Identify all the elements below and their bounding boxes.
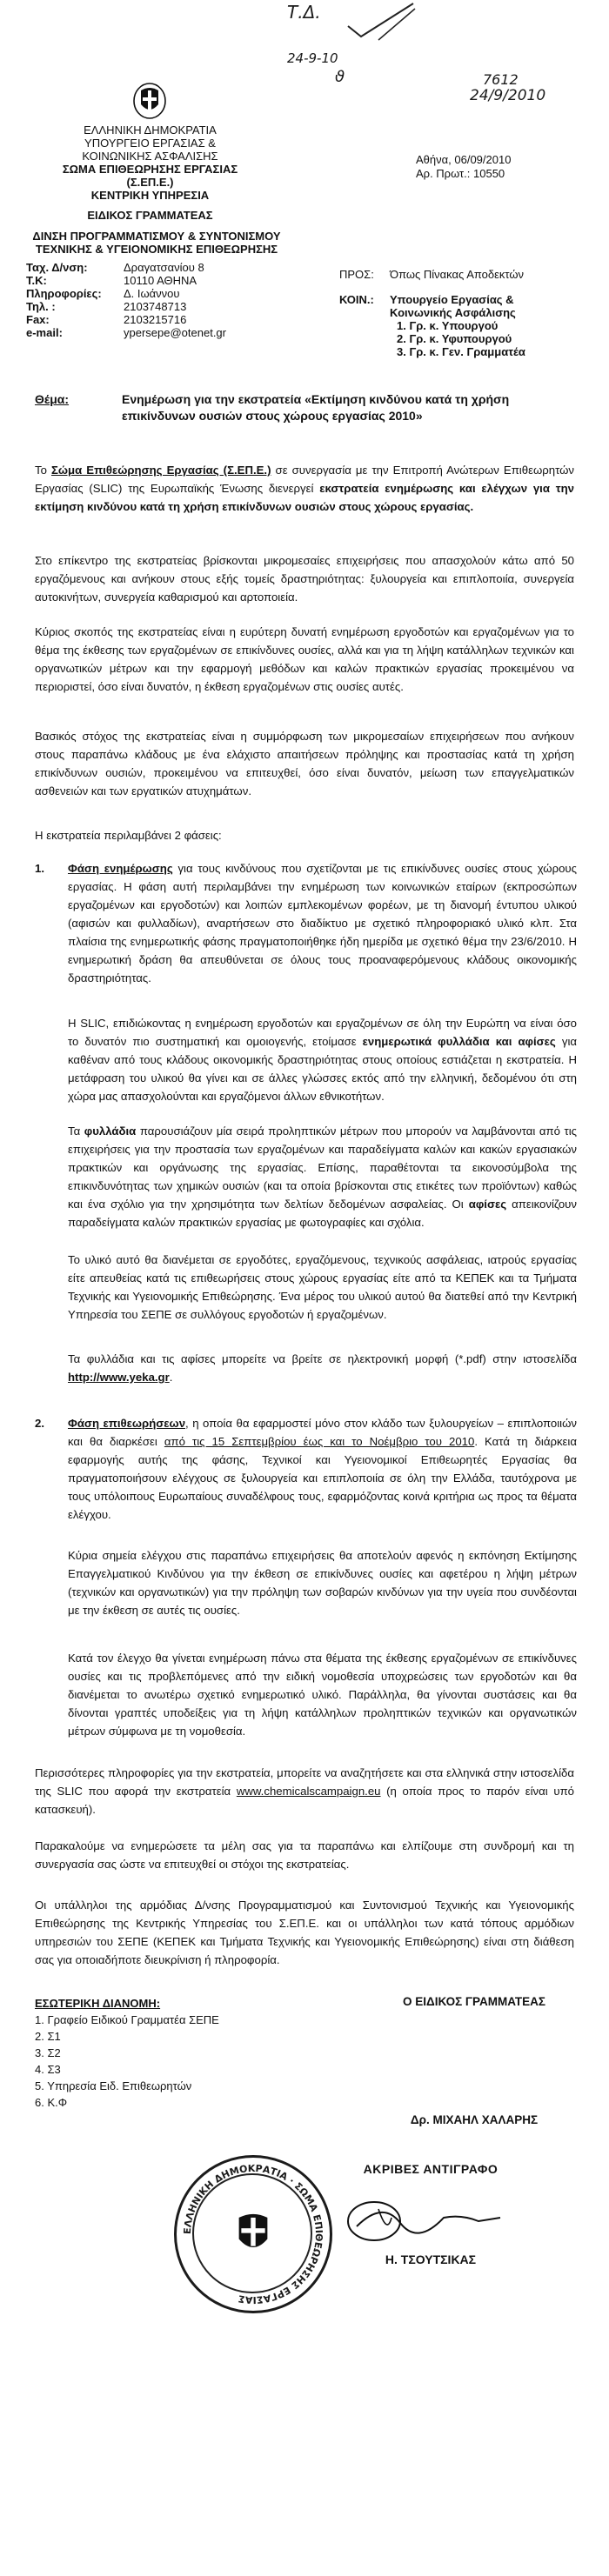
intro-text: σε συνεργασία με την Επιτροπή Ανώτερων Επιθεωρητών Εργασίας (SLIC) της Ευρωπαϊκής Ένωσης διενεργεί <box>35 464 574 495</box>
letterhead-secretary: ΕΙΔΙΚΟΣ ΓΡΑΜΜΑΤΕΑΣ <box>87 209 213 222</box>
phase-1-text: για τους κινδύνους που σχετίζονται με τις επικίνδυνες ουσίες στους χώρους εργασίας. Η φάση αυτή περιλαμβάνει την ενημέρωση των κοινωνικών εταίρων (εκπροσώπων εργαζομένων και εργοδοτών) και λοιπών εμπλεκομένων φορέων, με τη διανομή έντυπου υλικού (αφισών και φυλλαδίων), αναρτήσεων στο διαδίκτυο με σχετικό πληροφοριακό υλικό κλπ. Στα πλαίσια της ενημερωτικής φάσης πραγματοποιήθηκε ήδη ημερίδα με σχετικό θέμα την 23/6/2010. Η ενημερωτική δράση θα απευθύνεται σε όλους τους προαναφερόμενους κλάδους οικονομικής δραστηριότητας. <box>68 862 577 984</box>
phases-intro: Η εκστρατεία περιλαμβάνει 2 φάσεις: <box>35 829 222 842</box>
phase-1-number: 1. <box>35 862 44 875</box>
staff-paragraph: Οι υπάλληλοι της αρμόδιας Δ/νσης Προγραμματισμού και Συντονισμού Τεχνικής και Υγειονομικής Επιθεώρησης της Κεντρικής Υπηρεσίας του Σ.ΕΠ.Ε. και οι υπάλληλοι των κατά τόπους αρμόδιων υπηρεσιών του ΣΕΠΕ (ΚΕΠΕΚ και Τμήματα Τεχνικής και Υγειονομικής Επιθεώρησης) είναι στη διάθεση σας για οποιαδήποτε διευκρίνιση ή πληροφορία. <box>35 1899 574 1966</box>
certified-copy-label: ΑΚΡΙΒΕΣ ΑΝΤΙΓΡΑΦΟ <box>363 2162 499 2176</box>
cc-item: 3. Γρ. κ. Γεν. Γραμματέα <box>397 345 525 358</box>
cc-ministry-2: Κοινωνικής Ασφάλισης <box>390 306 516 319</box>
contact-value: 2103215716 <box>124 313 187 326</box>
leaflets-text: Τα <box>68 1124 84 1138</box>
contact-label: e-mail: <box>26 326 63 339</box>
distribution-item: 3. Σ2 <box>35 2046 61 2059</box>
signature-name: Δρ. ΜΙΧΑΗΛ ΧΑΛΑΡΗΣ <box>410 2113 539 2126</box>
phase-1-distribution-paragraph: Το υλικό αυτό θα διανέμεται σε εργοδότες, εργαζόμενους, τεχνικούς ασφάλειας, ιατρούς εργασίας είτε απευθείας κατά τις επιθεωρήσεις στους χώρους εργασίας είτε από τα ΚΕΠΕΚ και τα Τμήματα Τεχνικής και Υγειονομικής Επιθεώρησης. Ένα μέρος του υλικού αυτού θα διατεθεί από την Κεντρική Υπηρεσία του ΣΕΠΕ σε συλλόγους εργοδοτών ή εργαζομένων. <box>68 1253 577 1321</box>
signature-role: Ο ΕΙΔΙΚΟΣ ΓΡΑΜΜΑΤΕΑΣ <box>402 1995 546 2008</box>
official-seal <box>174 2155 332 2313</box>
letterhead <box>44 123 257 222</box>
yeka-link[interactable]: http://www.yeka.gr <box>68 1371 170 1384</box>
intro-text: Το <box>35 464 51 477</box>
recipients-block <box>339 268 592 358</box>
leaflets-text: απεικονίζουν παραδείγματα καλών πρακτικών εργασίας με φωτογραφίες και σχόλια. <box>68 1198 577 1229</box>
download-text: Τα φυλλάδια και τις αφίσες μπορείτε να βρείτε σε ηλεκτρονική μορφή (*.pdf) στην ιστοσελίδα <box>68 1352 577 1365</box>
intro-campaign: εκστρατεία ενημέρωσης και ελέγχων για την εκτίμηση κινδύνου κατά τη χρήση επικίνδυνων ουσιών στους χώρους εργασίας. <box>35 482 574 513</box>
phase-2-period: από τις 15 Σεπτεμβρίου έως και το Νοέμβριο του 2010 <box>164 1435 475 1448</box>
seal-ring-lettering: ΕΛΛΗΝΙΚΗ ΔΗΜΟΚΡΑΤΙΑ · ΣΩΜΑ ΕΠΙΘΕΩΡΗΣΗΣ ΕΡΓΑΣΙΑΣ <box>181 2162 325 2306</box>
distribution-item: 5. Υπηρεσία Ειδ. Επιθεωρητών <box>35 2079 192 2092</box>
phase-2-paragraph <box>68 1414 577 1524</box>
distribution-item: 6. Κ.Φ <box>35 2096 68 2109</box>
phase-1-paragraph <box>68 859 577 987</box>
phase-2-text: . Κατά τη διάρκεια εφαρμογής αυτής της φάσης, Τεχνικοί και Υγειονομικοί Επιθεωρητές Εργασίας θα πραγματοποιήσουν ελέγχους σε ξυλουργεία και επιπλοποιία σε όλη την Ελλάδα, ταυτόχρονα με τους υπόλοιπους Ευρωπαίους συναδέλφους τους, εφαρμόζοντας κοινά κριτήρια ως προς τα θέματα ελέγχου. <box>68 1435 577 1521</box>
posters-word: αφίσες <box>468 1198 507 1211</box>
cc-item: 1. Γρ. κ. Υπουργού <box>397 319 499 332</box>
letterhead-ministry-2: ΚΟΙΝΩΝΙΚΗΣ ΑΣΦΑΛΙΣΗΣ <box>82 150 218 163</box>
cc-label: ΚΟΙΝ.: <box>339 293 374 306</box>
intro-agency: Σώμα Επιθεώρησης Εργασίας (Σ.ΕΠ.Ε.) <box>51 464 271 477</box>
phase-2-title: Φάση επιθεωρήσεων <box>68 1417 186 1430</box>
request-paragraph: Παρακαλούμε να ενημερώσετε τα μέλη σας για τα παραπάνω και ελπίζουμε στη συνδρομή και τη συνεργασία σας ώστε να επιτευχθεί οι στόχοι της εκστρατείας. <box>35 1839 574 1871</box>
received-date: 24/9/2010 <box>470 87 546 104</box>
document-date: Αθήνα, 06/09/2010 <box>416 153 512 166</box>
phase-1-slic-paragraph <box>68 1014 577 1105</box>
contact-label: Fax: <box>26 313 50 326</box>
slic-text: Η SLIC, επιδιώκοντας η ενημέρωση εργοδοτών και εργαζομένων σε όλη την Ευρώπη να είναι όσο το δυνατόν πιο συστηματική και ομοιογενής, ετοίμασε <box>68 1017 577 1048</box>
more-info-paragraph <box>35 1764 574 1819</box>
department-line-1: ΔΙΝΣΗ ΠΡΟΓΡΑΜΜΑΤΙΣΜΟΥ & ΣΥΝΤΟΝΙΣΜΟΥ <box>32 230 281 243</box>
contact-label: Τηλ. : <box>26 300 56 313</box>
focus-paragraph: Στο επίκεντρο της εκστρατείας βρίσκονται μικρομεσαίες επιχειρήσεις που απασχολούν κάτω από 50 εργαζόμενους και ανήκουν στους εξής τομείς δραστηριότητας: ξυλουργεία και επιπλοποιία, συνεργεία αυτοκινήτων, συνεργεία καθαρισμού και αρτοποιεία. <box>35 554 574 604</box>
handwritten-mark: ϑ <box>335 68 345 86</box>
greek-emblem-icon <box>132 82 167 120</box>
slic-text: για καθέναν από τους κλάδους οικονομικής δραστηριότητας στους οποίους εστιάζεται η εκστρατεία. Η μετάφραση του υλικού θα γίνει και σε άλλες γλώσσες εκτός από την ελληνική, δεδομένου ότι στη χώρα μας απασχολούνται και εργαζόμενοι άλλων εθνικοτήτων. <box>68 1035 577 1103</box>
handwritten-initials: Τ.Δ. <box>287 2 321 23</box>
distribution-title: ΕΣΩΤΕΡΙΚΗ ΔΙΑΝΟΜΗ: <box>35 1997 161 2010</box>
handwritten-date: 24-9-10 <box>287 50 338 66</box>
purpose-paragraph: Κύριος σκοπός της εκστρατείας είναι η ευρύτερη δυνατή ενημέρωση εργοδοτών και εργαζομένων για το θέμα της έκθεσης των εργαζομένων σε επικίνδυνες ουσίες, αλλά και για τη λήψη κατάλληλων τεχνικών και οργανωτικών μέτρων και την εφαρμογή μεθόδων και καλών πρακτικών εργασίας προκειμένου να περιοριστεί, όσο είναι δυνατόν, η έκθεση εργαζομένων στις ουσίες αυτές. <box>35 625 574 693</box>
to-label: ΠΡΟΣ: <box>339 268 374 281</box>
goal-paragraph: Βασικός στόχος της εκστρατείας είναι η συμμόρφωση των μικρομεσαίων επιχειρήσεων που ανήκουν στους παραπάνω κλάδους με ένα ελάχιστο απαιτήσεων πρόληψης και προστασίας κατά τη χρήση επικίνδυνων ουσιών, προκειμένου να επιτευχθεί, όσο είναι δυνατόν, μείωση των επαγγελματικών ασθενειών και των εργατικών ατυχημάτων. <box>35 730 574 797</box>
letterhead-republic: ΕΛΛΗΝΙΚΗ ΔΗΜΟΚΡΑΤΙΑ <box>84 123 217 137</box>
cc-ministry-1: Υπουργείο Εργασίας & <box>390 293 514 306</box>
intro-paragraph <box>35 461 574 516</box>
contact-email: ypersepe@otenet.gr <box>124 326 226 339</box>
department-name <box>26 230 287 256</box>
more-info-text: Περισσότερες πληροφορίες για την εκστρατεία, μπορείτε να αναζητήσετε και στα ελληνικά στην ιστοσελίδα της SLIC που αφορά την εκστρατεία <box>35 1766 574 1798</box>
cc-item: 2. Γρ. κ. Υφυπουργού <box>397 332 512 345</box>
slic-materials: ενημερωτικά φυλλάδια και αφίσες <box>362 1035 556 1048</box>
phase-2-text: , η οποία θα εφαρμοστεί μόνο στον κλάδο των ξυλουργείων – επιπλοποιιών και θα διαρκέσει <box>68 1417 577 1448</box>
department-line-2: ΤΕΧΝΙΚΗΣ & ΥΓΕΙΟΝΟΜΙΚΗΣ ΕΠΙΘΕΩΡΗΣΗΣ <box>35 243 278 256</box>
contact-label: Πληροφορίες: <box>26 287 102 300</box>
contact-label: Τ.Κ: <box>26 274 47 287</box>
more-info-text: (η οποία προς το παρόν είναι υπό κατασκευή). <box>35 1785 575 1816</box>
download-text: . <box>169 1371 173 1384</box>
phase-2-number: 2. <box>35 1417 44 1430</box>
seal-emblem-icon <box>229 2208 278 2260</box>
subject-label: Θέμα: <box>35 392 70 406</box>
phase-1-title: Φάση ενημέρωσης <box>68 862 173 875</box>
certified-copy-name: Η. ΤΣΟΥΤΣΙΚΑΣ <box>385 2252 477 2266</box>
subject-line-1: Ενημέρωση για την εκστρατεία «Εκτίμηση κινδύνου κατά τη χρήση <box>122 392 510 406</box>
leaflets-word: φυλλάδια <box>84 1124 137 1138</box>
contact-block <box>26 261 304 339</box>
phase-1-download-paragraph <box>68 1350 577 1386</box>
phase-1-leaflets-paragraph <box>68 1122 577 1231</box>
subject-line-2: επικίνδυνων ουσιών στους χώρους εργασίας 2010» <box>122 409 423 423</box>
contact-value: 2103748713 <box>124 300 187 313</box>
letterhead-agency: ΣΩΜΑ ΕΠΙΘΕΩΡΗΣΗΣ ΕΡΓΑΣΙΑΣ (Σ.ΕΠ.Ε.) <box>62 163 238 189</box>
contact-value: 10110 ΑΘΗΝΑ <box>124 274 197 287</box>
contact-value: Δ. Ιωάννου <box>124 287 180 300</box>
contact-label: Ταχ. Δ/νση: <box>26 261 88 274</box>
contact-value: Δραγατσανίου 8 <box>124 261 204 274</box>
distribution-item: 4. Σ3 <box>35 2063 61 2076</box>
distribution-list <box>35 1995 313 2111</box>
handwritten-checkmark <box>344 0 422 43</box>
letterhead-ministry-1: ΥΠΟΥΡΓΕΙΟ ΕΡΓΑΣΙΑΣ & <box>84 137 216 150</box>
phase-2-checks-paragraph: Κύρια σημεία ελέγχου στις παραπάνω επιχειρήσεις θα αποτελούν αφενός η εκπόνηση Εκτίμησης Επαγγελματικού Κινδύνου για την έκθεση σε επικίνδυνες ουσίες και αφετέρου η λήψη μέτρων (τεχνικών και οργανωτικών) για την πρόληψη των σοβαρών κινδύνων για την υγεία που συνδέονται με την έκθεση σε αυτές τις ουσίες. <box>68 1549 577 1617</box>
received-number: 7612 <box>483 71 519 88</box>
distribution-item: 1. Γραφείο Ειδικού Γραμματέα ΣΕΠΕ <box>35 2013 219 2026</box>
subject <box>35 391 574 424</box>
leaflets-text: παρουσιάζουν μία σειρά προληπτικών μέτρων που μπορούν να λαμβάνονται από τις επιχειρήσεις για την προστασία των εργαζομένων και παραδείγματα καλών και κακών εργασιακών πρακτικών και οργάνωσης της εργασίας. Επίσης, παραθέτονται τα εικονοσύμβολα της επικινδυνότητας των χημικών ουσιών (και τα οποία βρίσκονται στις ετικέτες των προϊόντων) καθώς και ένα σχόλιο για την χρησιμότητα των δελτίων δεδομένων ασφαλείας. Οι <box>68 1124 577 1211</box>
to-value: Όπως Πίνακας Αποδεκτών <box>390 268 525 281</box>
phase-2-inspection-paragraph: Κατά τον έλεγχο θα γίνεται ενημέρωση πάνω στα θέματα της έκθεσης εργαζομένων σε επικίνδυνες ουσίες και τις προβλεπόμενες από την ειδική νομοθεσία υποχρεώσεις των εργοδοτών και θα διανέμεται το ανωτέρω σχετικό ενημερωτικό υλικό. Παράλληλα, θα γίνονται συστάσεις και θα δίνονται γραπτές υποδείξεις για τη λήψη κατάλληλων προληπτικών τεχνικών και οργανωτικών μέτρων σύμφωνα με τη νομοθεσία. <box>68 1652 577 1738</box>
handwritten-signature <box>339 2192 513 2247</box>
letterhead-central-service: ΚΕΝΤΡΙΚΗ ΥΠΗΡΕΣΙΑ <box>90 189 210 202</box>
campaign-link[interactable]: www.chemicalscampaign.eu <box>236 1785 381 1798</box>
distribution-item: 2. Σ1 <box>35 2030 61 2043</box>
protocol-number: Αρ. Πρωτ.: 10550 <box>416 167 505 180</box>
